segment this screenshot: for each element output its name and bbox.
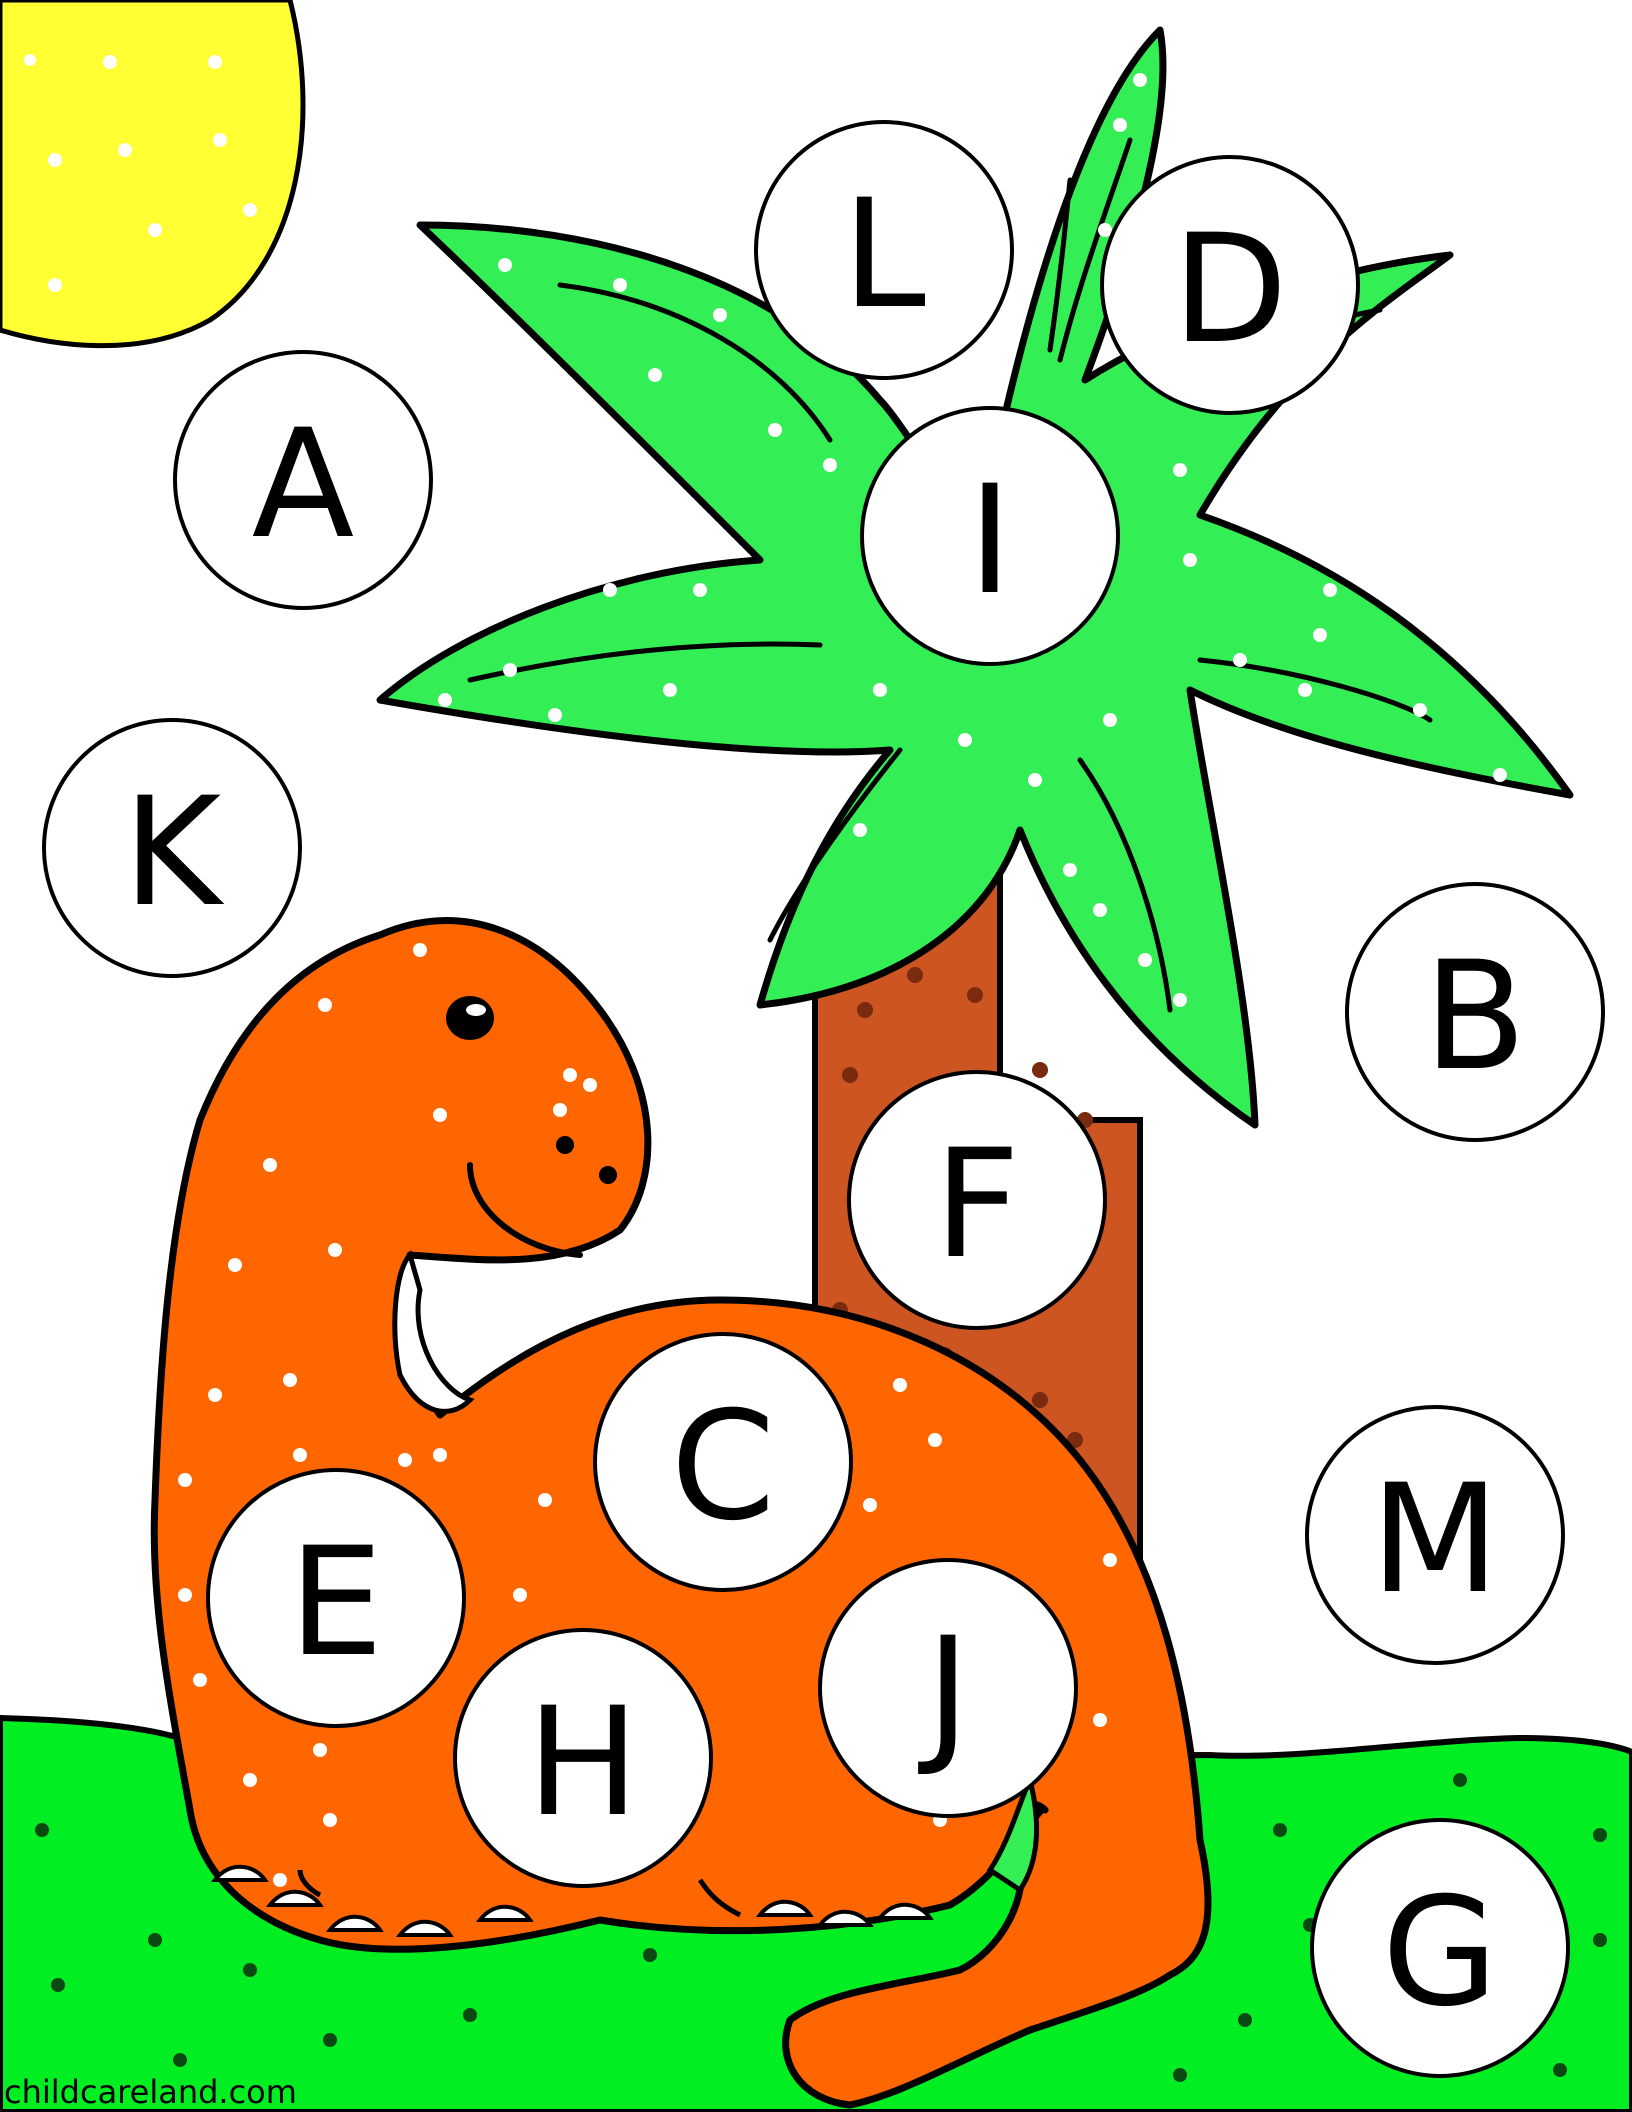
letter-c: C (670, 1380, 776, 1554)
site-credit: childcareland.com (4, 2073, 297, 2111)
letter-e: E (288, 1516, 384, 1690)
letter-circle-l[interactable] (756, 122, 1012, 378)
letter-circle-b[interactable] (1347, 884, 1603, 1140)
letter-m: M (1370, 1453, 1500, 1627)
letter-g: G (1381, 1866, 1499, 2040)
letter-circle-m[interactable] (1307, 1407, 1563, 1663)
letter-d: D (1172, 203, 1288, 377)
letter-circle-d[interactable] (1102, 157, 1358, 413)
letter-h: H (526, 1676, 640, 1850)
letter-circle-j[interactable] (820, 1560, 1076, 1816)
letter-circle-e[interactable] (208, 1470, 464, 1726)
letter-f: F (933, 1118, 1021, 1292)
letter-circle-g[interactable] (1312, 1820, 1568, 2076)
letter-circle-a[interactable] (175, 352, 431, 608)
letter-circle-c[interactable] (595, 1334, 851, 1590)
letter-circle-k[interactable] (44, 720, 300, 976)
letter-a: A (251, 398, 355, 572)
letter-b: B (1423, 930, 1527, 1104)
letter-i: I (967, 454, 1013, 628)
letter-circle-h[interactable] (455, 1630, 711, 1886)
letter-circle-i[interactable] (862, 408, 1118, 664)
letter-k: K (122, 766, 222, 940)
letter-l: L (842, 168, 926, 342)
letter-circle-f[interactable] (849, 1072, 1105, 1328)
letter-j: J (925, 1606, 971, 1780)
